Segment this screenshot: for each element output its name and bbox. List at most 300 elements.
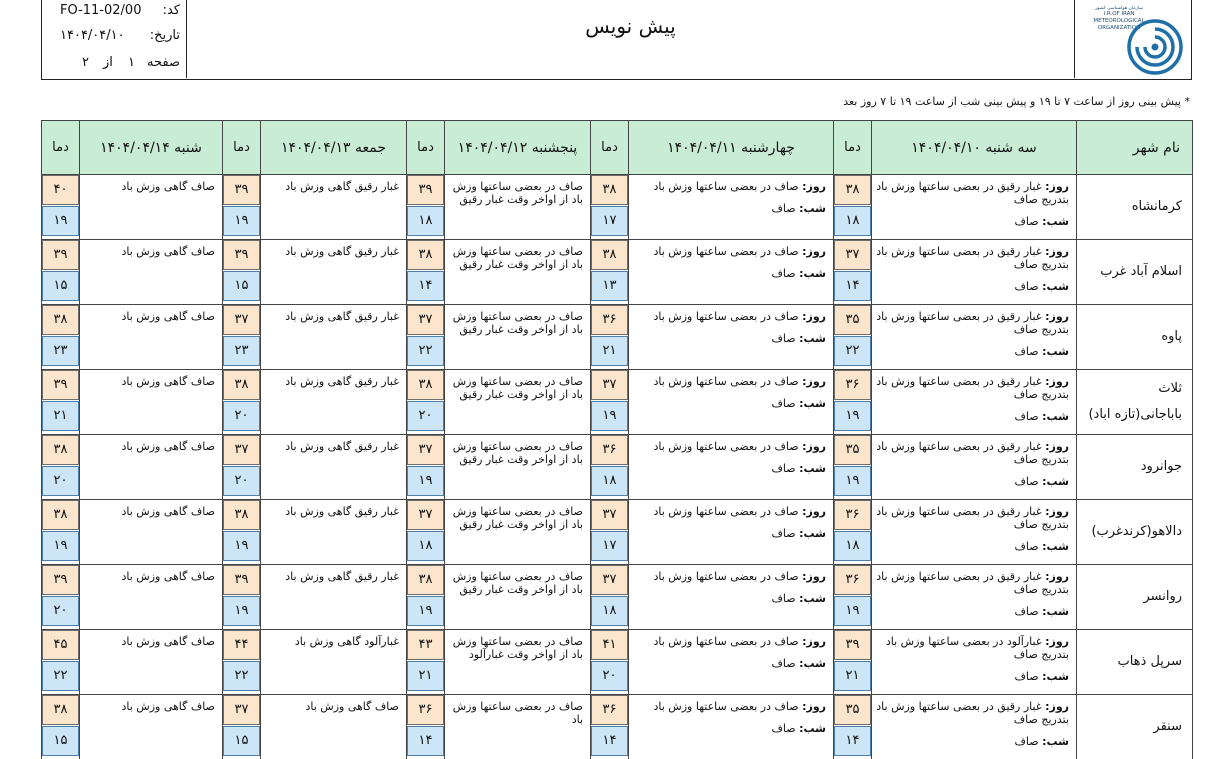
forecast-note: * پیش بینی روز از ساعت ۷ تا ۱۹ و پیش بینی شب از ساعت ۱۹ تا ۷ روز بعد	[843, 95, 1190, 108]
temperature-cell	[223, 500, 261, 565]
forecast-text: صاف در بعضی ساعتها وزش باد از اواخر وقت غبار رقیق	[452, 375, 583, 401]
temperature-cell	[591, 240, 629, 305]
temperature-cell	[407, 695, 445, 759]
daytime-forecast	[876, 635, 1069, 661]
day-key: روز:	[1045, 245, 1069, 258]
temperature-cell	[223, 240, 261, 305]
min-temp: ۲۱	[42, 401, 79, 431]
forecast-text: صاف گاهی وزش باد	[121, 245, 215, 258]
temperature-cell	[42, 630, 80, 695]
temperature-cell	[407, 240, 445, 305]
day-forecast	[80, 435, 223, 500]
min-temp: ۱۹	[42, 531, 79, 561]
day-header: پنجشنبه ۱۴۰۴/۰۴/۱۲	[445, 121, 591, 175]
max-temp: ۴۱	[591, 630, 628, 660]
svg-text:سازمان هواشناسی کشور: سازمان هواشناسی کشور	[1095, 6, 1143, 11]
daytime-text: صاف در بعضی ساعتها وزش باد	[653, 375, 799, 388]
night-forecast	[633, 267, 826, 280]
min-temp: ۲۰	[591, 661, 628, 691]
daytime-text: صاف در بعضی ساعتها وزش باد	[653, 570, 799, 583]
day-key: روز:	[1045, 440, 1069, 453]
temperature-cell	[223, 435, 261, 500]
daytime-text: صاف در بعضی ساعتها وزش باد	[653, 635, 799, 648]
day-key: روز:	[802, 440, 826, 453]
max-temp: ۳۸	[223, 500, 260, 530]
min-temp: ۱۸	[407, 206, 444, 236]
night-forecast	[633, 722, 826, 735]
max-temp: ۳۸	[407, 565, 444, 595]
min-temp: ۲۰	[223, 466, 260, 496]
night-forecast	[876, 410, 1069, 423]
daytime-forecast	[876, 310, 1069, 336]
forecast-text: غبار رقیق گاهی وزش باد	[285, 180, 399, 193]
forecast-text: صاف در بعضی ساعتها وزش باد	[452, 700, 583, 726]
night-text: صاف	[1014, 670, 1039, 683]
temperature-cell	[591, 370, 629, 435]
svg-text:ORGANIZATION: ORGANIZATION	[1097, 25, 1141, 31]
svg-text:I.R.OF IRAN: I.R.OF IRAN	[1103, 11, 1135, 17]
max-temp: ۳۵	[834, 305, 871, 335]
temperature-cell	[42, 435, 80, 500]
city-name: دالاهو(کرندغرب)	[1077, 500, 1193, 565]
max-temp: ۳۹	[42, 565, 79, 595]
day-forecast	[261, 500, 407, 565]
max-temp: ۳۷	[223, 305, 260, 335]
forecast-text: صاف گاهی وزش باد	[121, 570, 215, 583]
max-temp: ۳۹	[42, 240, 79, 270]
forecast-text: صاف در بعضی ساعتها وزش باد از اواخر وقت غبار رقیق	[452, 310, 583, 336]
temperature-cell	[407, 565, 445, 630]
day-forecast	[445, 435, 591, 500]
temperature-cell	[223, 565, 261, 630]
table-row	[42, 435, 1193, 500]
min-temp: ۱۵	[223, 271, 260, 301]
night-key: شب:	[1042, 670, 1069, 683]
temp-column-header: دما	[834, 121, 872, 175]
daytime-text: صاف در بعضی ساعتها وزش باد	[653, 700, 799, 713]
max-temp: ۳۷	[591, 500, 628, 530]
day-forecast	[445, 630, 591, 695]
max-temp: ۳۶	[834, 500, 871, 530]
day-forecast	[629, 695, 834, 759]
page-row	[48, 52, 180, 76]
day-forecast	[445, 500, 591, 565]
table-row	[42, 305, 1193, 370]
min-temp: ۱۹	[834, 401, 871, 431]
svg-text:METEOROLOGICAL: METEOROLOGICAL	[1093, 18, 1145, 24]
day-key: روز:	[1045, 570, 1069, 583]
table-row	[42, 500, 1193, 565]
night-key: شب:	[1042, 410, 1069, 423]
night-key: شب:	[799, 332, 826, 345]
day-key: روز:	[802, 310, 826, 323]
table-row	[42, 630, 1193, 695]
max-temp: ۳۸	[223, 370, 260, 400]
day-forecast	[80, 695, 223, 759]
day-forecast	[629, 175, 834, 240]
day-forecast	[629, 305, 834, 370]
min-temp: ۱۵	[42, 271, 79, 301]
min-temp: ۲۲	[223, 661, 260, 691]
city-name: روانسر	[1077, 565, 1193, 630]
night-forecast	[876, 670, 1069, 683]
daytime-text: صاف در بعضی ساعتها وزش باد	[653, 245, 799, 258]
daytime-forecast	[633, 440, 826, 453]
day-forecast	[445, 370, 591, 435]
forecast-text: صاف گاهی وزش باد	[121, 375, 215, 388]
night-key: شب:	[799, 397, 826, 410]
daytime-forecast	[876, 440, 1069, 466]
table-row	[42, 695, 1193, 759]
daytime-forecast	[876, 375, 1069, 401]
forecast-text: صاف گاهی وزش باد	[305, 700, 399, 713]
daytime-text: غبار رقیق در بعضی ساعتها وزش باد بتدریج صاف	[876, 570, 1069, 596]
night-text: صاف	[771, 722, 796, 735]
night-key: شب:	[1042, 475, 1069, 488]
daytime-forecast	[633, 505, 826, 518]
day-forecast	[261, 240, 407, 305]
min-temp: ۱۹	[223, 596, 260, 626]
daytime-text: صاف در بعضی ساعتها وزش باد	[653, 505, 799, 518]
max-temp: ۳۶	[834, 370, 871, 400]
daytime-text: صاف در بعضی ساعتها وزش باد	[653, 440, 799, 453]
min-temp: ۱۵	[42, 726, 79, 756]
temperature-cell	[407, 305, 445, 370]
min-temp: ۱۵	[223, 726, 260, 756]
max-temp: ۳۷	[407, 435, 444, 465]
night-key: شب:	[799, 267, 826, 280]
daytime-forecast	[876, 180, 1069, 206]
max-temp: ۳۵	[834, 435, 871, 465]
day-forecast	[872, 630, 1077, 695]
min-temp: ۲۰	[407, 401, 444, 431]
night-text: صاف	[1014, 280, 1039, 293]
night-forecast	[633, 202, 826, 215]
max-temp: ۳۷	[407, 305, 444, 335]
max-temp: ۳۹	[407, 175, 444, 205]
forecast-text: صاف در بعضی ساعتها وزش باد از اواخر وقت غبار رقیق	[452, 505, 583, 531]
day-forecast	[261, 370, 407, 435]
max-temp: ۳۶	[834, 565, 871, 595]
daytime-text: صاف در بعضی ساعتها وزش باد	[653, 180, 799, 193]
code-label: کد:	[162, 3, 180, 18]
night-key: شب:	[1042, 605, 1069, 618]
temperature-cell	[591, 175, 629, 240]
forecast-text: غبار رقیق گاهی وزش باد	[285, 570, 399, 583]
table-row	[42, 565, 1193, 630]
daytime-text: غبار رقیق در بعضی ساعتها وزش باد بتدریج صاف	[876, 505, 1069, 531]
day-forecast	[629, 370, 834, 435]
daytime-forecast	[876, 505, 1069, 531]
temp-column-header: دما	[407, 121, 445, 175]
day-forecast	[80, 305, 223, 370]
night-text: صاف	[1014, 345, 1039, 358]
forecast-text: غبار رقیق گاهی وزش باد	[285, 375, 399, 388]
temperature-cell	[591, 630, 629, 695]
daytime-forecast	[633, 635, 826, 648]
city-name: کرمانشاه	[1077, 175, 1193, 240]
day-forecast	[872, 435, 1077, 500]
night-text: صاف	[1014, 540, 1039, 553]
min-temp: ۲۲	[407, 336, 444, 366]
day-forecast	[629, 565, 834, 630]
max-temp: ۳۹	[223, 175, 260, 205]
day-forecast	[872, 305, 1077, 370]
forecast-text: صاف گاهی وزش باد	[121, 440, 215, 453]
max-temp: ۴۰	[42, 175, 79, 205]
max-temp: ۳۶	[591, 695, 628, 725]
forecast-table	[41, 120, 1193, 759]
day-key: روز:	[802, 570, 826, 583]
day-forecast	[445, 305, 591, 370]
day-header: شنبه ۱۴۰۴/۰۴/۱۴	[80, 121, 223, 175]
min-temp: ۱۹	[223, 531, 260, 561]
temperature-cell	[42, 565, 80, 630]
min-temp: ۲۳	[42, 336, 79, 366]
min-temp: ۲۱	[591, 336, 628, 366]
max-temp: ۳۵	[834, 695, 871, 725]
night-forecast	[876, 540, 1069, 553]
max-temp: ۳۷	[591, 370, 628, 400]
day-forecast	[80, 370, 223, 435]
table-header-row	[42, 121, 1193, 175]
temperature-cell	[834, 695, 872, 759]
min-temp: ۲۳	[223, 336, 260, 366]
max-temp: ۳۷	[223, 435, 260, 465]
forecast-text: صاف گاهی وزش باد	[121, 505, 215, 518]
page-total: ۲	[82, 55, 89, 70]
max-temp: ۳۸	[407, 370, 444, 400]
night-forecast	[876, 475, 1069, 488]
night-forecast	[633, 527, 826, 540]
temperature-cell	[407, 500, 445, 565]
day-forecast	[80, 175, 223, 240]
max-temp: ۳۸	[42, 435, 79, 465]
night-forecast	[876, 345, 1069, 358]
forecast-text: صاف در بعضی ساعتها وزش باد از اواخر وقت غبار رقیق	[452, 440, 583, 466]
temperature-cell	[407, 370, 445, 435]
logo	[1074, 0, 1191, 78]
temperature-cell	[42, 305, 80, 370]
min-temp: ۲۲	[834, 336, 871, 366]
daytime-forecast	[633, 180, 826, 193]
day-forecast	[80, 630, 223, 695]
code-value: FO-11-02/00	[60, 3, 142, 18]
temperature-cell	[407, 175, 445, 240]
night-text: صاف	[771, 462, 796, 475]
daytime-text: غبارآلود در بعضی ساعتها وزش باد بتدریج صاف	[885, 635, 1069, 661]
day-key: روز:	[802, 180, 826, 193]
code-row	[48, 0, 180, 24]
min-temp: ۱۹	[591, 401, 628, 431]
forecast-text: صاف در بعضی ساعتها وزش باد از اواخر وقت غبار رقیق	[452, 245, 583, 271]
min-temp: ۱۹	[834, 466, 871, 496]
day-forecast	[261, 175, 407, 240]
forecast-text: غبار رقیق گاهی وزش باد	[285, 310, 399, 323]
temperature-cell	[223, 370, 261, 435]
min-temp: ۱۹	[223, 206, 260, 236]
max-temp: ۳۸	[42, 695, 79, 725]
min-temp: ۲۲	[42, 661, 79, 691]
night-text: صاف	[1014, 475, 1039, 488]
max-temp: ۳۹	[42, 370, 79, 400]
night-key: شب:	[799, 462, 826, 475]
day-header: چهارشنبه ۱۴۰۴/۰۴/۱۱	[629, 121, 834, 175]
temperature-cell	[834, 435, 872, 500]
temperature-cell	[834, 500, 872, 565]
min-temp: ۱۹	[834, 596, 871, 626]
day-forecast	[872, 240, 1077, 305]
day-key: روز:	[802, 700, 826, 713]
night-text: صاف	[1014, 215, 1039, 228]
forecast-text: غبار رقیق گاهی وزش باد	[285, 245, 399, 258]
daytime-text: صاف در بعضی ساعتها وزش باد	[653, 310, 799, 323]
day-forecast	[261, 630, 407, 695]
max-temp: ۴۵	[42, 630, 79, 660]
min-temp: ۱۳	[591, 271, 628, 301]
forecast-text: صاف گاهی وزش باد	[121, 700, 215, 713]
daytime-forecast	[876, 700, 1069, 726]
temperature-cell	[407, 435, 445, 500]
night-text: صاف	[771, 397, 796, 410]
max-temp: ۳۸	[834, 175, 871, 205]
temperature-cell	[591, 695, 629, 759]
day-key: روز:	[1045, 635, 1069, 648]
night-forecast	[633, 397, 826, 410]
night-forecast	[876, 280, 1069, 293]
day-forecast	[445, 565, 591, 630]
temperature-cell	[591, 565, 629, 630]
night-forecast	[876, 605, 1069, 618]
min-temp: ۱۸	[407, 531, 444, 561]
day-forecast	[261, 565, 407, 630]
day-key: روز:	[802, 375, 826, 388]
max-temp: ۳۸	[591, 240, 628, 270]
min-temp: ۱۸	[591, 466, 628, 496]
max-temp: ۳۹	[223, 565, 260, 595]
temperature-cell	[223, 695, 261, 759]
document-meta	[42, 0, 187, 78]
day-forecast	[445, 695, 591, 759]
document-header	[41, 0, 1192, 80]
temperature-cell	[834, 370, 872, 435]
max-temp: ۳۸	[407, 240, 444, 270]
table-row	[42, 370, 1193, 435]
night-key: شب:	[799, 592, 826, 605]
temperature-cell	[42, 240, 80, 305]
city-name: سرپل ذهاب	[1077, 630, 1193, 695]
day-key: روز:	[1045, 375, 1069, 388]
night-text: صاف	[771, 202, 796, 215]
page-of: از	[103, 55, 113, 70]
day-header: سه شنبه ۱۴۰۴/۰۴/۱۰	[872, 121, 1077, 175]
night-text: صاف	[771, 592, 796, 605]
temp-column-header: دما	[223, 121, 261, 175]
max-temp: ۳۷	[407, 500, 444, 530]
max-temp: ۳۶	[591, 435, 628, 465]
day-forecast	[80, 500, 223, 565]
min-temp: ۲۱	[407, 661, 444, 691]
night-forecast	[876, 215, 1069, 228]
night-forecast	[633, 592, 826, 605]
min-temp: ۱۸	[834, 531, 871, 561]
min-temp: ۱۷	[591, 206, 628, 236]
min-temp: ۲۰	[223, 401, 260, 431]
night-text: صاف	[1014, 735, 1039, 748]
day-key: روز:	[1045, 310, 1069, 323]
daytime-text: غبار رقیق در بعضی ساعتها وزش باد بتدریج صاف	[876, 180, 1069, 206]
day-key: روز:	[1045, 180, 1069, 193]
date-value: ۱۴۰۴/۰۴/۱۰	[60, 28, 125, 43]
temperature-cell	[223, 175, 261, 240]
temperature-cell	[834, 305, 872, 370]
city-name: پاوه	[1077, 305, 1193, 370]
night-text: صاف	[1014, 605, 1039, 618]
night-forecast	[633, 657, 826, 670]
night-key: شب:	[1042, 540, 1069, 553]
min-temp: ۲۱	[834, 661, 871, 691]
min-temp: ۱۹	[42, 206, 79, 236]
night-key: شب:	[1042, 215, 1069, 228]
forecast-text: صاف در بعضی ساعتها وزش باد از اواخر وقت غبار رقیق	[452, 180, 583, 206]
night-key: شب:	[799, 202, 826, 215]
day-forecast	[872, 565, 1077, 630]
temperature-cell	[223, 305, 261, 370]
temperature-cell	[42, 175, 80, 240]
temperature-cell	[42, 500, 80, 565]
day-forecast	[261, 435, 407, 500]
max-temp: ۴۳	[407, 630, 444, 660]
page-title: پیش نویس	[585, 14, 676, 38]
forecast-text: صاف گاهی وزش باد	[121, 310, 215, 323]
day-forecast	[445, 240, 591, 305]
city-name: اسلام آباد غرب	[1077, 240, 1193, 305]
daytime-forecast	[633, 310, 826, 323]
temperature-cell	[834, 565, 872, 630]
day-forecast	[872, 175, 1077, 240]
forecast-text: صاف گاهی وزش باد	[121, 635, 215, 648]
temperature-cell	[591, 435, 629, 500]
daytime-forecast	[876, 570, 1069, 596]
forecast-text: غبار رقیق گاهی وزش باد	[285, 505, 399, 518]
night-key: شب:	[799, 657, 826, 670]
day-forecast	[629, 500, 834, 565]
night-key: شب:	[1042, 345, 1069, 358]
city-name: ثلاث باباجانی(تازه اباد)	[1077, 370, 1193, 435]
min-temp: ۱۴	[407, 271, 444, 301]
table-row	[42, 175, 1193, 240]
day-forecast	[261, 305, 407, 370]
daytime-forecast	[876, 245, 1069, 271]
forecast-text: صاف در بعضی ساعتها وزش باد از اواخر وقت غبار رقیق	[452, 570, 583, 596]
temperature-cell	[834, 630, 872, 695]
page-label: صفحه	[147, 55, 180, 70]
day-key: روز:	[1045, 700, 1069, 713]
day-forecast	[629, 240, 834, 305]
min-temp: ۱۸	[591, 596, 628, 626]
daytime-forecast	[633, 570, 826, 583]
night-forecast	[876, 735, 1069, 748]
min-temp: ۱۴	[834, 726, 871, 756]
max-temp: ۳۹	[834, 630, 871, 660]
max-temp: ۳۸	[42, 500, 79, 530]
daytime-text: غبار رقیق در بعضی ساعتها وزش باد بتدریج صاف	[876, 700, 1069, 726]
day-forecast	[629, 630, 834, 695]
city-column-header: نام شهر	[1077, 121, 1193, 175]
day-forecast	[445, 175, 591, 240]
forecast-text: غبارآلود گاهی وزش باد	[294, 635, 399, 648]
max-temp: ۴۴	[223, 630, 260, 660]
